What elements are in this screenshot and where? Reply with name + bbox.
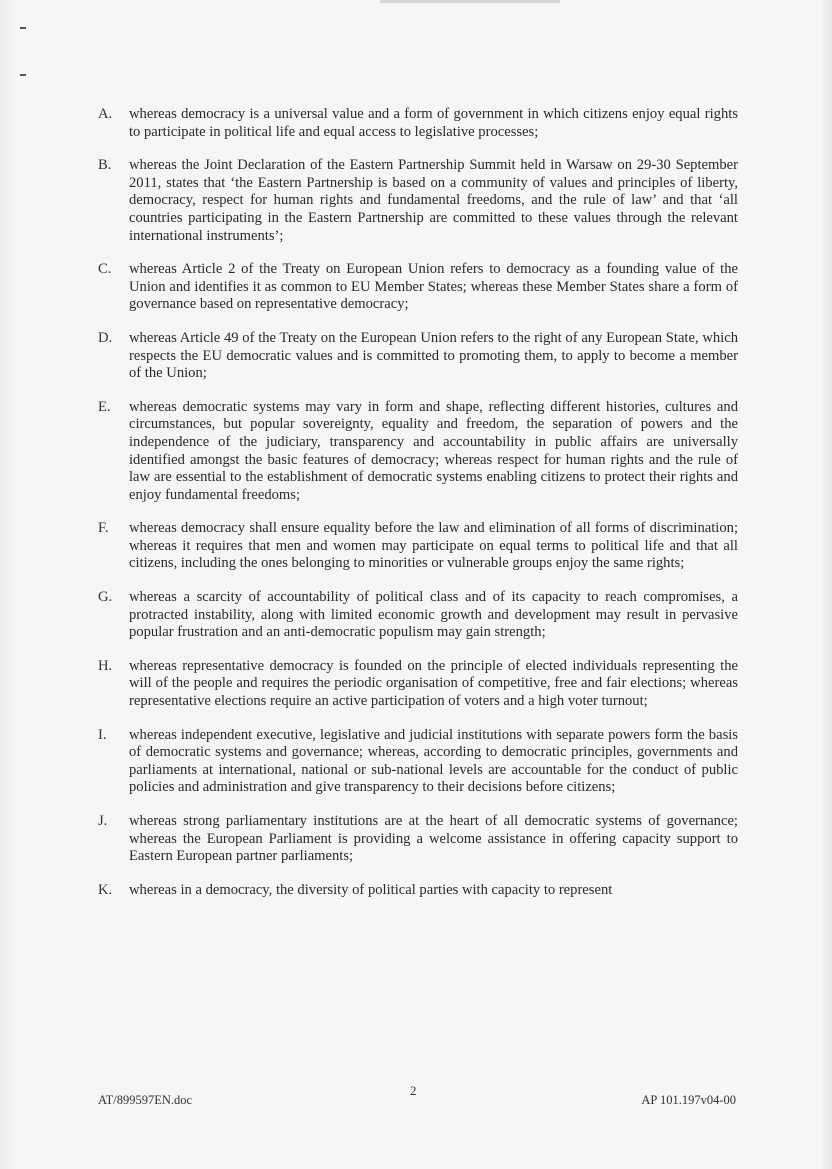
recital-text: whereas in a democracy, the diversity of political parties with capacity to represent [129, 881, 613, 898]
recital-letter: K. [98, 881, 113, 898]
recital-letter: E. [98, 398, 111, 415]
recital-text: whereas strong parliamentary institutions are at the heart of all democratic systems of governance; whereas the European Parliament is providing a welcome assistance in offering capacity support to Eastern European partner parliaments; [129, 813, 738, 865]
recital-letter: I. [98, 726, 107, 743]
recital-item [98, 727, 738, 797]
recital-letter: G. [98, 589, 113, 606]
recital-text: whereas democracy shall ensure equality before the law and elimination of all forms of discrimination; whereas it requires that men and women may participate on equal terms to political life and that all citizens, including the ones belonging to minorities or vulnerable groups enjoy the same rights; [129, 520, 738, 572]
recital-item [98, 658, 738, 711]
recital-item [98, 157, 738, 245]
recital-text: whereas Article 2 of the Treaty on European Union refers to democracy as a founding value of the Union and identifies it as common to EU Member States; whereas these Member States share a form of governance based on representative democracy; [129, 261, 738, 313]
recital-letter: F. [98, 520, 109, 537]
recital-item [98, 882, 738, 900]
version-reference: AP 101.197v04-00 [641, 1093, 736, 1107]
recital-letter: C. [98, 261, 112, 278]
recital-text: whereas democratic systems may vary in form and shape, reflecting different histories, cultures and circumstances, but popular sovereignty, equality and freedom, the separation of powers and the independence of the judiciary, transparency and accountability in public affairs are universally identified amongst the basic features of democracy; whereas respect for human rights and the rule of law are essential to the establishment of democratic systems enabling citizens to protect their rights and enjoy fundamental freedoms; [129, 398, 738, 503]
recital-text: whereas representative democracy is founded on the principle of elected individuals representing the will of the people and requires the periodic organisation of competitive, free and fair elections; whereas representative elections require an active participation of voters and a high voter turnout; [129, 657, 738, 710]
recital-letter: H. [98, 657, 113, 674]
recital-letter: J. [98, 813, 108, 829]
recital-item [98, 813, 738, 866]
recital-item [98, 106, 738, 141]
recital-item [98, 330, 738, 383]
recital-text: whereas the Joint Declaration of the Eastern Partnership Summit held in Warsaw on 29-30 September 2011, states that ‘the Eastern Partnership is based on a community of values and principles of liberty, democracy, respect for human rights and fundamental freedoms, and the rule of law’ and that ‘all countries participating in the Eastern Partnership are committed to these values through the relevant international instruments’; [129, 157, 738, 244]
recital-item [98, 589, 738, 642]
recital-letter: A. [98, 106, 113, 122]
scan-mark [20, 27, 26, 29]
recital-text: whereas democracy is a universal value and a form of government in which citizens enjoy equal rights to participate in political life and equal access to legislative processes; [129, 106, 738, 140]
recital-item [98, 520, 738, 573]
recital-letter: B. [98, 157, 112, 174]
recital-text: whereas independent executive, legislative and judicial institutions with separate powers form the basis of democratic systems and governance; whereas, according to democratic principles, governments and parliaments at international, national or sub-national levels are accountable for the conduct of public policies and administration and give transparency to their decisions before citizens; [129, 726, 738, 796]
recital-letter: D. [98, 329, 113, 346]
recital-item [98, 399, 738, 505]
page-number: 2 [410, 1083, 417, 1098]
recital-text: whereas a scarcity of accountability of political class and of its capacity to reach compromises, a protracted instability, along with limited economic growth and development may result in pervasive popular frustration and an anti-democratic populism may gain strength; [129, 589, 738, 641]
document-reference: AT/899597EN.doc [98, 1093, 193, 1107]
scan-artifact [380, 0, 560, 3]
recital-text: whereas Article 49 of the Treaty on the European Union refers to the right of any European State, which respects the EU democratic values and is committed to promoting them, to apply to become a member of the Union; [129, 329, 738, 382]
scan-mark [20, 74, 26, 76]
recital-item [98, 261, 738, 314]
recital-list [98, 106, 738, 915]
